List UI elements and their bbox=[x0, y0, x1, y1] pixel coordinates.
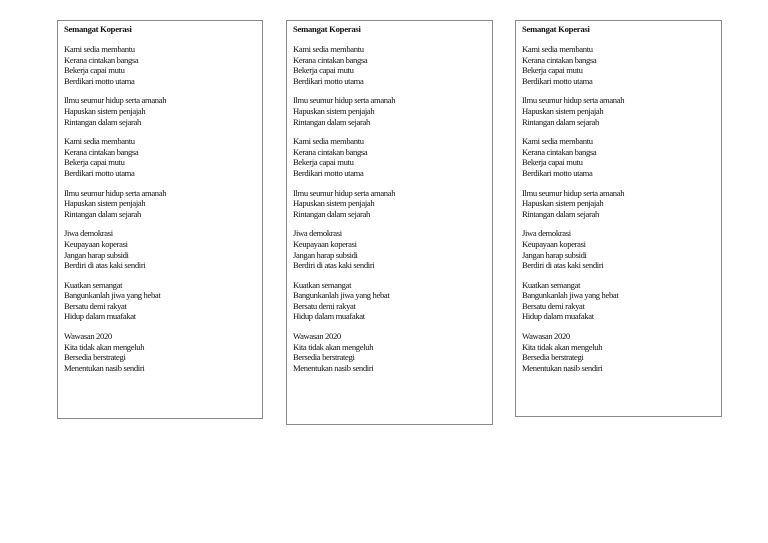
lyric-line: Wawasan 2020 bbox=[522, 331, 570, 342]
lyric-line: Ilmu seumur hidup serta amanah bbox=[64, 95, 167, 106]
lyric-line: Berdiri di atas kaki sendiri bbox=[293, 260, 375, 271]
lyric-line: Kerana cintakan bangsa bbox=[293, 54, 368, 65]
lyric-line: Kuatkan semangat bbox=[64, 279, 123, 290]
card-title: Semangat Koperasi bbox=[293, 24, 361, 34]
lyric-line: Berdiri di atas kaki sendiri bbox=[522, 260, 604, 271]
lyric-line: Kerana cintakan bangsa bbox=[64, 54, 139, 65]
stanza bbox=[522, 44, 715, 86]
stanza bbox=[293, 136, 486, 178]
lyric-line: Keupayaan koperasi bbox=[64, 238, 128, 249]
lyric-line: Rintangan dalam sejarah bbox=[293, 116, 370, 127]
stanza bbox=[64, 331, 256, 373]
lyric-line: Ilmu seumur hidup serta amanah bbox=[293, 95, 396, 106]
lyric-line: Kita tidak akan mengeluh bbox=[522, 341, 603, 352]
lyric-line: Kuatkan semangat bbox=[293, 279, 352, 290]
lyric-line: Kami sedia membantu bbox=[64, 136, 135, 147]
lyric-line: Hapuskan sistem penjajah bbox=[522, 198, 604, 209]
lyric-line: Bersedia berstrategi bbox=[64, 352, 126, 363]
lyric-line: Hapuskan sistem penjajah bbox=[522, 105, 604, 116]
stanza bbox=[293, 331, 486, 373]
lyric-line: Berdikari motto utama bbox=[64, 167, 135, 178]
lyric-line: Bersatu demi rakyat bbox=[293, 300, 356, 311]
lyrics-card-1 bbox=[57, 20, 263, 419]
lyric-line: Bekerja capai mutu bbox=[64, 157, 125, 168]
lyric-line: Rintangan dalam sejarah bbox=[293, 208, 370, 219]
lyric-line: Rintangan dalam sejarah bbox=[522, 116, 599, 127]
lyric-line: Kami sedia membantu bbox=[293, 136, 364, 147]
lyric-line: Bekerja capai mutu bbox=[522, 157, 583, 168]
stanza bbox=[522, 331, 715, 373]
lyric-line: Rintangan dalam sejarah bbox=[64, 116, 141, 127]
lyric-line: Kami sedia membantu bbox=[522, 136, 593, 147]
stanza bbox=[293, 280, 486, 322]
lyric-line: Bangunkanlah jiwa yang hebat bbox=[522, 290, 619, 301]
lyric-line: Bekerja capai mutu bbox=[64, 65, 125, 76]
lyric-line: Hapuskan sistem penjajah bbox=[64, 105, 146, 116]
stanza bbox=[522, 228, 715, 270]
lyric-line: Kami sedia membantu bbox=[522, 44, 593, 54]
stanza bbox=[522, 188, 715, 220]
lyric-line: Bekerja capai mutu bbox=[293, 65, 354, 76]
stanza bbox=[64, 280, 256, 322]
lyric-line: Ilmu seumur hidup serta amanah bbox=[522, 95, 625, 106]
lyric-line: Kami sedia membantu bbox=[64, 44, 135, 54]
card-title: Semangat Koperasi bbox=[522, 24, 590, 34]
stanza bbox=[522, 280, 715, 322]
lyric-line: Ilmu seumur hidup serta amanah bbox=[293, 187, 396, 198]
lyric-line: Menentukan nasib sendiri bbox=[522, 362, 603, 373]
stanza bbox=[522, 136, 715, 178]
lyric-line: Hidup dalam muafakat bbox=[64, 311, 136, 322]
lyric-line: Bekerja capai mutu bbox=[293, 157, 354, 168]
lyric-line: Bersatu demi rakyat bbox=[522, 300, 585, 311]
lyrics-card-2 bbox=[286, 20, 493, 425]
lyric-line: Keupayaan koperasi bbox=[293, 238, 357, 249]
lyric-line: Jiwa demokrasi bbox=[522, 228, 571, 239]
stanza bbox=[64, 95, 256, 127]
lyric-line: Menentukan nasib sendiri bbox=[64, 362, 145, 373]
stanza bbox=[293, 95, 486, 127]
stanza bbox=[293, 188, 486, 220]
lyric-line: Bersedia berstrategi bbox=[293, 352, 355, 363]
lyric-line: Kita tidak akan mengeluh bbox=[293, 341, 374, 352]
lyric-line: Kerana cintakan bangsa bbox=[64, 146, 139, 157]
lyric-line: Jangan harap subsidi bbox=[64, 249, 129, 260]
stanza bbox=[64, 188, 256, 220]
lyrics-card-3 bbox=[515, 20, 722, 417]
lyric-line: Jangan harap subsidi bbox=[522, 249, 587, 260]
lyric-line: Hidup dalam muafakat bbox=[522, 311, 594, 322]
lyric-line: Berdikari motto utama bbox=[293, 167, 364, 178]
lyric-line: Berdikari motto utama bbox=[522, 75, 593, 86]
lyric-line: Bangunkanlah jiwa yang hebat bbox=[293, 290, 390, 301]
lyric-line: Jiwa demokrasi bbox=[64, 228, 113, 239]
lyric-line: Berdiri di atas kaki sendiri bbox=[64, 260, 146, 271]
stanza bbox=[64, 44, 256, 86]
lyric-line: Bangunkanlah jiwa yang hebat bbox=[64, 290, 161, 301]
lyric-line: Kerana cintakan bangsa bbox=[522, 54, 597, 65]
lyric-line: Hidup dalam muafakat bbox=[293, 311, 365, 322]
stanza-list bbox=[293, 44, 486, 373]
stanza bbox=[522, 95, 715, 127]
lyric-line: Keupayaan koperasi bbox=[522, 238, 586, 249]
lyric-line: Ilmu seumur hidup serta amanah bbox=[522, 187, 625, 198]
lyric-line: Menentukan nasib sendiri bbox=[293, 362, 374, 373]
stanza bbox=[64, 136, 256, 178]
stanza bbox=[293, 44, 486, 86]
lyric-line: Rintangan dalam sejarah bbox=[522, 208, 599, 219]
stanza-list bbox=[522, 44, 715, 373]
card-title: Semangat Koperasi bbox=[64, 24, 132, 34]
lyric-line: Kuatkan semangat bbox=[522, 279, 581, 290]
lyric-line: Bersedia berstrategi bbox=[522, 352, 584, 363]
lyric-line: Rintangan dalam sejarah bbox=[64, 208, 141, 219]
lyric-line: Bekerja capai mutu bbox=[522, 65, 583, 76]
stanza bbox=[64, 228, 256, 270]
lyric-line: Hapuskan sistem penjajah bbox=[64, 198, 146, 209]
lyric-line: Kita tidak akan mengeluh bbox=[64, 341, 145, 352]
lyric-line: Berdikari motto utama bbox=[522, 167, 593, 178]
lyric-line: Jiwa demokrasi bbox=[293, 228, 342, 239]
lyric-line: Hapuskan sistem penjajah bbox=[293, 198, 375, 209]
lyric-line: Jangan harap subsidi bbox=[293, 249, 358, 260]
lyric-line: Wawasan 2020 bbox=[64, 331, 112, 342]
lyric-line: Bersatu demi rakyat bbox=[64, 300, 127, 311]
lyric-line: Kerana cintakan bangsa bbox=[293, 146, 368, 157]
lyric-line: Kami sedia membantu bbox=[293, 44, 364, 54]
lyric-line: Ilmu seumur hidup serta amanah bbox=[64, 187, 167, 198]
lyric-line: Berdikari motto utama bbox=[293, 75, 364, 86]
lyric-line: Wawasan 2020 bbox=[293, 331, 341, 342]
stanza bbox=[293, 228, 486, 270]
lyric-line: Berdikari motto utama bbox=[64, 75, 135, 86]
lyric-line: Kerana cintakan bangsa bbox=[522, 146, 597, 157]
stanza-list bbox=[64, 44, 256, 373]
lyric-line: Hapuskan sistem penjajah bbox=[293, 105, 375, 116]
